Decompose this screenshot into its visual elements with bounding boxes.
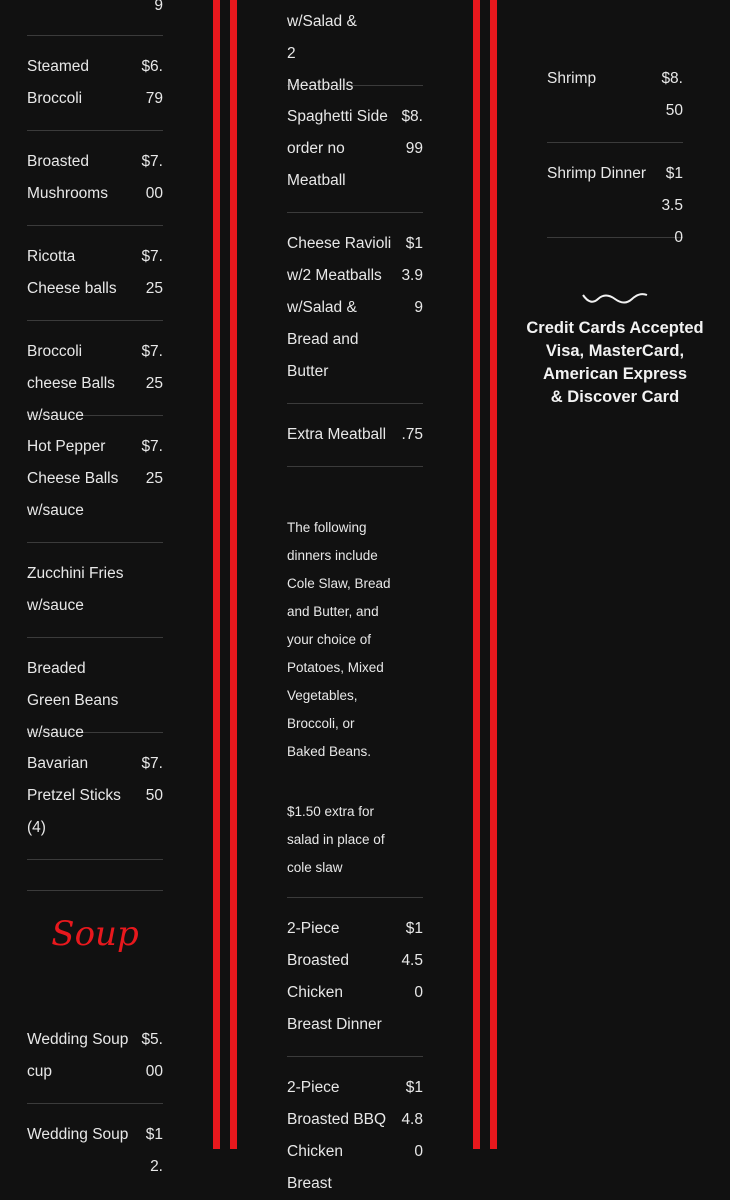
item-price: $7.25 bbox=[141, 343, 163, 392]
item-price: $8.50 bbox=[661, 70, 683, 119]
menu-item bbox=[547, 63, 683, 143]
item-name: Shrimp bbox=[547, 70, 597, 87]
cc-line-1: Credit Cards Accepted bbox=[526, 319, 704, 337]
item-price: $13.99 bbox=[401, 235, 423, 316]
menu-item bbox=[27, 1104, 163, 1175]
item-name: w/Salad & 2 Meatballs bbox=[287, 13, 357, 94]
item-price: $7.25 bbox=[141, 438, 163, 487]
item-price: $14.50 bbox=[401, 920, 423, 1001]
menu-item bbox=[27, 1024, 163, 1104]
menu-item bbox=[287, 898, 423, 1057]
item-price: $7.25 bbox=[141, 248, 163, 297]
item-name: Spaghetti Side order no Meatball bbox=[287, 108, 388, 189]
item-price: $13.50 bbox=[661, 165, 683, 246]
item-name: Breaded Green Beans w/sauce bbox=[27, 660, 119, 741]
section-divider bbox=[27, 890, 163, 891]
divider-stripe-1 bbox=[213, 0, 220, 1149]
wave-divider-icon bbox=[582, 292, 648, 306]
salad-note: $1.50 extra for salad in place of cole slaw bbox=[287, 804, 385, 875]
menu-item bbox=[287, 6, 423, 94]
menu-item bbox=[287, 86, 423, 213]
cc-line-3: American Express bbox=[543, 365, 687, 383]
item-name: Cheese Ravioli w/2 Meatballs w/Salad & Bread and Butter bbox=[287, 235, 392, 380]
menu-item bbox=[27, 416, 163, 543]
divider-stripe-4 bbox=[490, 0, 497, 1149]
cc-line-2: Visa, MasterCard, bbox=[545, 342, 685, 360]
item-name: Ricotta Cheese balls bbox=[27, 248, 117, 297]
item-name: Zucchini Fries w/sauce bbox=[27, 565, 124, 614]
soup-heading: Soup bbox=[51, 914, 139, 954]
item-name: Hot Pepper Cheese Balls w/sauce bbox=[27, 438, 119, 519]
item-price: $7.50 bbox=[141, 755, 163, 804]
item-price: .75 bbox=[401, 426, 423, 443]
menu-item: 9 bbox=[27, 0, 163, 36]
item-name: Broasted Mushrooms bbox=[27, 153, 108, 202]
divider-stripe-2 bbox=[230, 0, 237, 1149]
item-price: $8.99 bbox=[401, 108, 423, 157]
item-name: Extra Meatball bbox=[287, 426, 387, 443]
menu-item bbox=[287, 404, 423, 467]
item-price: $6.79 bbox=[141, 58, 163, 107]
menu-item bbox=[27, 226, 163, 321]
item-price: $5.00 bbox=[141, 1031, 163, 1080]
item-price: $7.00 bbox=[141, 153, 163, 202]
menu-item bbox=[27, 321, 163, 424]
menu-item bbox=[287, 213, 423, 404]
item-name: Broccoli cheese Balls w/sauce bbox=[27, 343, 115, 424]
item-price: $12. bbox=[145, 1126, 163, 1175]
item-name: Shrimp Dinner bbox=[547, 165, 647, 182]
dinner-note: The following dinners include Cole Slaw, Bread and Butter, and your choice of Potatoes, Mixed Vegetables, Broccoli, or Baked Beans. bbox=[287, 520, 391, 759]
cc-line-4: & Discover Card bbox=[550, 388, 680, 406]
item-price: $14.80 bbox=[401, 1079, 423, 1160]
menu-item bbox=[27, 733, 163, 860]
item-name: Bavarian Pretzel Sticks (4) bbox=[27, 755, 121, 836]
menu-item bbox=[547, 143, 683, 246]
divider-stripe-3 bbox=[473, 0, 480, 1149]
menu-item bbox=[27, 543, 163, 638]
item-name: Wedding Soup cup bbox=[27, 1031, 129, 1080]
menu-item bbox=[287, 1057, 423, 1192]
menu-item bbox=[27, 131, 163, 226]
menu-item bbox=[27, 638, 163, 741]
item-name: Wedding Soup bbox=[27, 1126, 129, 1143]
menu-item bbox=[27, 51, 163, 131]
item-name: Steamed Broccoli bbox=[27, 58, 90, 107]
item-name: 2-Piece Broasted Chicken Breast Dinner bbox=[287, 920, 382, 1033]
item-name: 2-Piece Broasted BBQ Chicken Breast bbox=[287, 1079, 387, 1192]
credit-cards-notice bbox=[515, 317, 715, 409]
